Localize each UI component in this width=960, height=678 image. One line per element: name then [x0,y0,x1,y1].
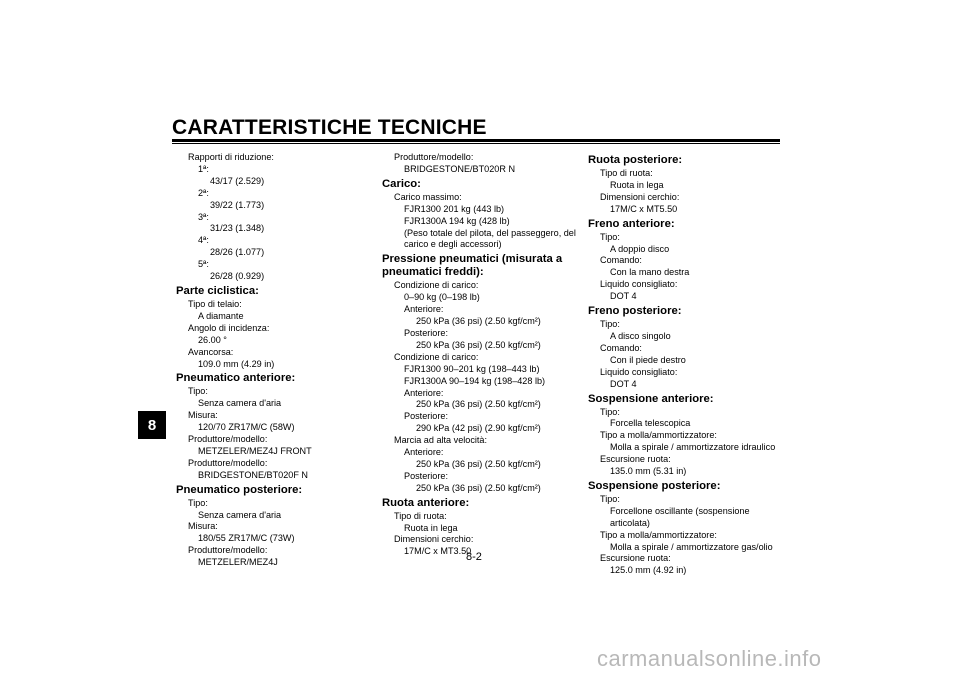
spec-value: Con il piede destro [610,354,686,365]
spec-value: Ruota in lega [404,522,458,533]
section-heading: Pneumatico anteriore: [176,372,296,385]
spec-label: Comando: [600,255,642,266]
title-rule-thin [172,143,780,144]
spec-label: Tipo di ruota: [394,510,447,521]
spec-label: Carico massimo: [394,191,462,202]
spec-value: 0–90 kg (0–198 lb) [404,292,480,303]
spec-value: BRIDGESTONE/BT020R N [404,163,516,174]
spec-value: A disco singolo [610,330,671,341]
spec-value: Molla a spirale / ammortizzatore idraulico [610,442,776,453]
spec-value: Senza camera d'aria [198,398,282,409]
spec-label: Tipo: [600,319,620,330]
spec-label: Misura: [188,410,218,421]
spec-value: 31/23 (1.348) [210,223,265,234]
spec-label: Anteriore: [404,304,444,315]
spec-value: METZELER/MEZ4J [198,557,278,568]
spec-label: Produttore/modello: [188,434,268,445]
spec-label: Escursione ruota: [600,553,671,564]
spec-value: 43/17 (2.529) [210,175,265,186]
spec-value: BRIDGESTONE/BT020F N [198,469,308,480]
spec-value: 250 kPa (36 psi) (2.50 kgf/cm²) [416,399,541,410]
spec-column-3 [588,152,788,577]
spec-value: A diamante [198,310,244,321]
spec-label: Anteriore: [404,447,444,458]
title-rule [172,139,780,142]
spec-value: Forcella telescopica [610,418,691,429]
spec-value: Ruota in lega [610,179,664,190]
spec-label: Condizione di carico: [394,351,479,362]
spec-label: Escursione ruota: [600,454,671,465]
spec-value: Con la mano destra [610,267,690,278]
spec-label: Posteriore: [404,411,448,422]
spec-label: Tipo: [188,386,208,397]
spec-label: Anteriore: [404,387,444,398]
spec-value: FJR1300A 194 kg (428 lb) [404,215,510,226]
watermark: carmanualsonline.info [597,646,822,671]
spec-label: Liquido consigliato: [600,279,678,290]
spec-label: Tipo: [188,497,208,508]
spec-value: 135.0 mm (5.31 in) [610,466,687,477]
section-heading: Ruota posteriore: [588,154,683,166]
spec-note: (Peso totale del pilota, del passeggero, del carico e degli accessori) [404,227,576,250]
page-title: CARATTERISTICHE TECNICHE [172,116,487,139]
section-heading: Ruota anteriore: [382,496,470,509]
spec-label: Avancorsa: [188,346,234,357]
spec-value: 250 kPa (36 psi) (2.50 kgf/cm²) [416,482,541,493]
spec-label: Produttore/modello: [188,545,268,556]
section-heading: Pressione pneumatici (misurata a pneumatici freddi): [382,253,563,279]
chapter-tab: 8 [138,411,166,439]
spec-value: 250 kPa (36 psi) (2.50 kgf/cm²) [416,339,541,350]
spec-label: Misura: [188,521,218,532]
spec-value: 250 kPa (36 psi) (2.50 kgf/cm²) [416,316,541,327]
section-heading: Sospensione posteriore: [588,479,721,492]
spec-label: 4ª: [198,235,209,246]
spec-value: FJR1300 90–201 kg (198–443 lb) [404,363,540,374]
spec-label: Liquido consigliato: [600,366,678,377]
spec-value: 26.00 ° [198,334,227,345]
spec-value: 250 kPa (36 psi) (2.50 kgf/cm²) [416,458,541,469]
page-number: 8-2 [466,551,482,563]
spec-value: 290 kPa (42 psi) (2.90 kgf/cm²) [416,423,541,434]
spec-label: Comando: [600,342,642,353]
spec-label: Dimensioni cerchio: [394,534,474,545]
section-heading: Carico: [382,177,421,190]
spec-value: DOT 4 [610,378,637,389]
section-heading: Parte ciclistica: [176,284,259,297]
spec-column-1 [176,152,376,569]
spec-label: Produttore/modello: [394,152,474,162]
spec-label: Angolo di incidenza: [188,322,270,333]
spec-label: 2ª: [198,187,209,198]
spec-value: 180/55 ZR17M/C (73W) [198,533,295,544]
spec-label: Tipo: [600,493,620,504]
spec-label: Produttore/modello: [188,457,268,468]
spec-value: Molla a spirale / ammortizzatore gas/olio [610,541,773,552]
spec-value: 120/70 ZR17M/C (58W) [198,422,295,433]
spec-value: METZELER/MEZ4J FRONT [198,445,312,456]
spec-label: Tipo a molla/ammortizzatore: [600,430,717,441]
spec-label: Dimensioni cerchio: [600,191,680,202]
spec-value: 125.0 mm (4.92 in) [610,565,687,576]
spec-label: Posteriore: [404,470,448,481]
spec-value: 26/28 (0.929) [210,271,265,282]
section-heading: Sospensione anteriore: [588,392,714,405]
spec-label: 1ª: [198,163,209,174]
spec-label: Tipo: [600,231,620,242]
spec-label: Marcia ad alta velocità: [394,435,488,446]
spec-label: 5ª: [198,259,209,270]
spec-value: DOT 4 [610,291,637,302]
spec-value: 17M/C x MT5.50 [610,203,678,214]
spec-value: Senza camera d'aria [198,509,282,520]
spec-value: 109.0 mm (4.29 in) [198,358,275,369]
spec-value: 28/26 (1.077) [210,247,265,258]
section-heading: Pneumatico posteriore: [176,483,303,496]
spec-label: Tipo di ruota: [600,168,653,178]
section-heading: Freno posteriore: [588,305,682,318]
section-heading: Freno anteriore: [588,217,675,230]
spec-label: Tipo di telaio: [188,298,242,309]
spec-label: Rapporti di riduzione: [188,152,274,162]
spec-value: Forcellone oscillante (sospensione articolata) [610,505,750,528]
spec-label: Tipo: [600,406,620,417]
spec-column-2 [382,152,582,558]
spec-label: Tipo a molla/ammortizzatore: [600,529,717,540]
spec-value: 17M/C x MT3.50 [404,546,472,557]
spec-value: FJR1300 201 kg (443 lb) [404,203,505,214]
spec-label: Condizione di carico: [394,280,479,291]
spec-label: Posteriore: [404,327,448,338]
spec-label: 3ª: [198,211,209,222]
spec-value: FJR1300A 90–194 kg (198–428 lb) [404,375,546,386]
spec-value: A doppio disco [610,243,670,254]
spec-value: 39/22 (1.773) [210,199,265,210]
